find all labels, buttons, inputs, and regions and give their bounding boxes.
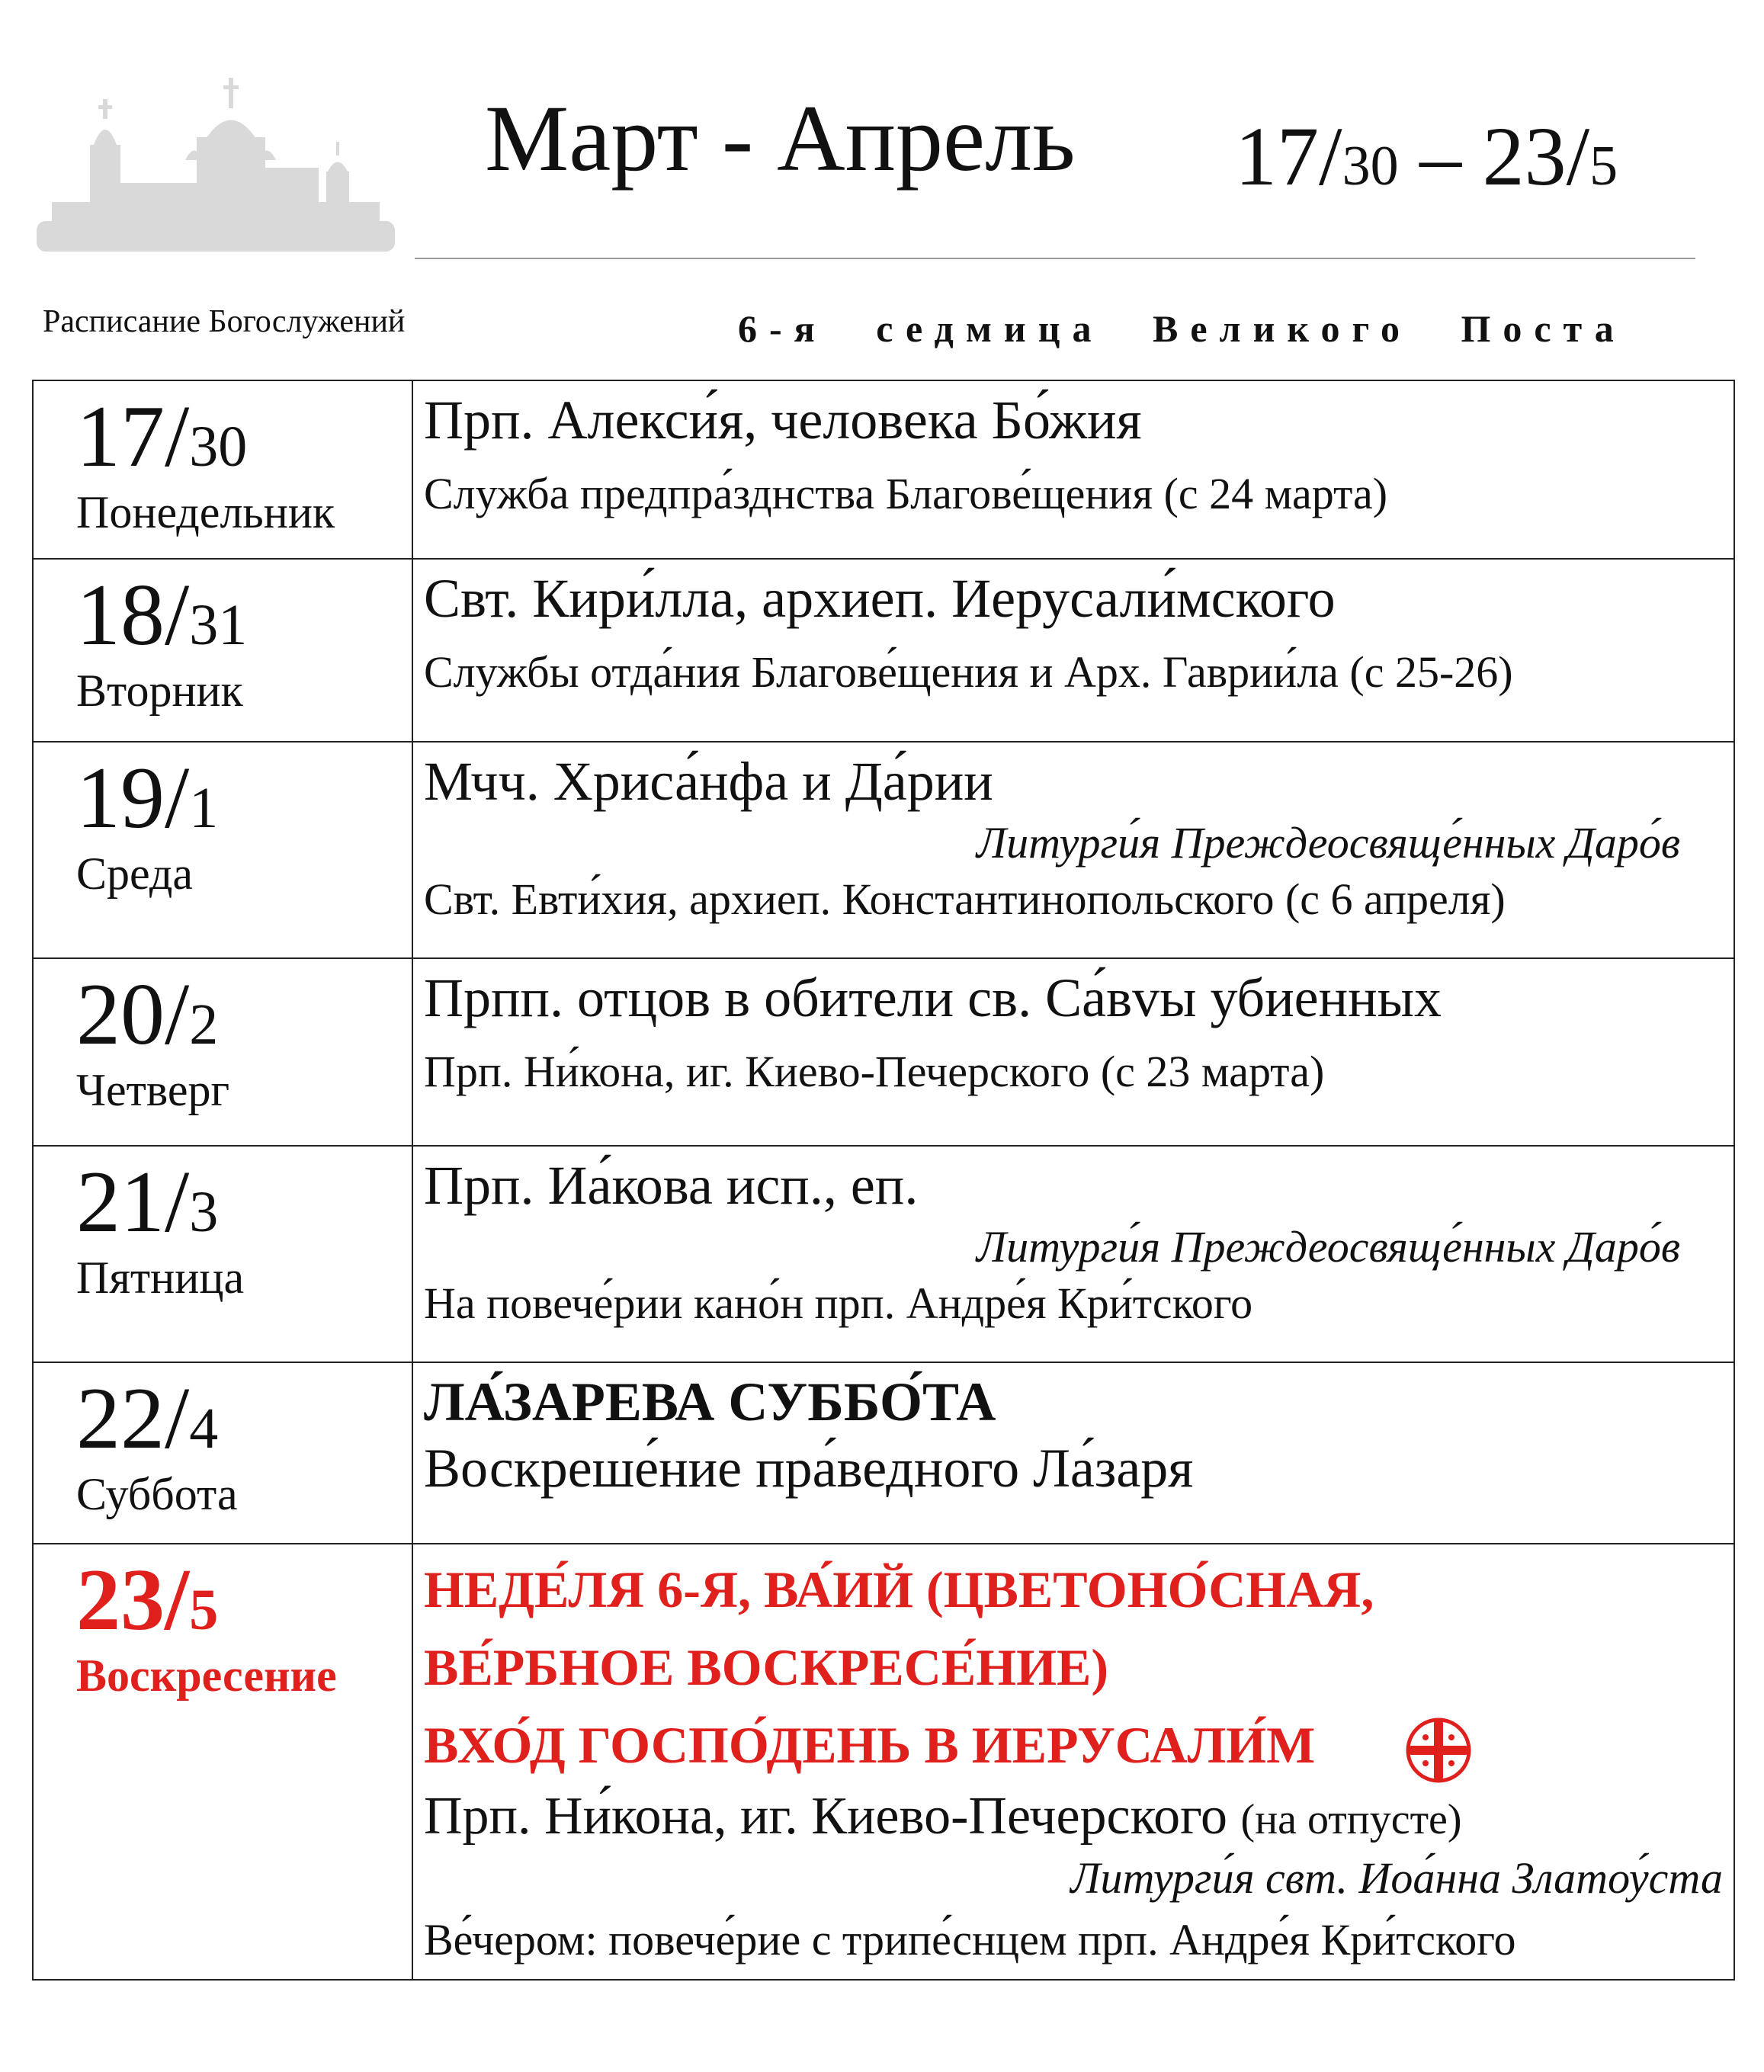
table-row xyxy=(34,1543,1734,1979)
saint-title: Прп. Ни́кона, иг. Киево-Печерского (на отпусте) xyxy=(424,1787,1462,1846)
date-cell: 19/1 Среда xyxy=(34,743,413,957)
service-cell xyxy=(413,959,1734,1145)
church-silhouette-icon xyxy=(37,69,395,252)
service-note: Прп. Ни́кона, иг. Киево-Печерского (с 23 марта) xyxy=(424,1046,1325,1096)
table-row xyxy=(34,1362,1734,1543)
weekday: Среда xyxy=(76,848,194,900)
feast-title-line: ВЕ́РБНОЕ ВОСКРЕСЕ́НИЕ) xyxy=(424,1638,1108,1696)
service-cell xyxy=(413,381,1734,558)
liturgy-note: Литурги́я Преждеосвяще́нных Даро́в xyxy=(976,1221,1680,1272)
liturgy-note: Литурги́я свт. Иоа́нна Златоу́ста xyxy=(1070,1853,1723,1904)
date-cell: 17/30 Понедельник xyxy=(34,381,413,558)
service-cell xyxy=(413,743,1734,957)
service-note: Службы отда́ния Благове́щения и Арх. Гаврии́ла (с 25-26) xyxy=(424,646,1513,697)
table-row xyxy=(34,957,1734,1145)
schedule-table xyxy=(32,380,1735,1981)
week-label: 6-я седмица Великого Поста xyxy=(738,307,1626,350)
service-note: На повече́рии кано́н прп. Андре́я Кри́тского xyxy=(424,1278,1253,1329)
date-cell: 20/2 Четверг xyxy=(34,959,413,1145)
weekday: Вторник xyxy=(76,666,243,717)
service-cell xyxy=(413,560,1734,741)
saint-title: Прп. Алекси́я, человека Бо́жия xyxy=(424,390,1142,451)
evening-note: Ве́чером: повече́рие с трипе́снцем прп. Андре́я Кри́тского xyxy=(424,1915,1516,1965)
subtitle: Расписание Богослужений xyxy=(43,304,406,339)
service-cell xyxy=(413,1544,1734,1979)
saint-title: Мчч. Хриса́нфа и Да́рии xyxy=(424,751,993,812)
service-note: Воскреше́ние пра́ведного Ла́заря xyxy=(424,1437,1194,1499)
table-row xyxy=(34,381,1734,558)
service-cell xyxy=(413,1147,1734,1362)
weekday: Понедельник xyxy=(76,487,335,538)
saint-title: Прп. Иа́кова исп., еп. xyxy=(424,1155,919,1216)
weekday: Суббота xyxy=(76,1469,238,1520)
weekday: Четверг xyxy=(76,1065,230,1116)
weekday: Воскресение xyxy=(76,1650,337,1702)
date-cell: 23/5 Воскресение xyxy=(34,1544,413,1979)
service-note: Служба предпра́зднства Благове́щения (с 24 марта) xyxy=(424,468,1388,518)
page-title: Март - Апрель xyxy=(485,86,1076,191)
header-divider xyxy=(415,258,1695,259)
date-cell: 21/3 Пятница xyxy=(34,1147,413,1362)
table-row xyxy=(34,741,1734,957)
service-cell xyxy=(413,1363,1734,1543)
saint-title: Свт. Кири́лла, архиеп. Иерусали́мского xyxy=(424,568,1336,629)
weekday: Пятница xyxy=(76,1253,245,1304)
date-range: 17/30 – 23/5 xyxy=(1235,110,1618,203)
feast-title-line: ВХО́Д ГОСПО́ДЕНЬ В ИЕРУСАЛИ́М xyxy=(424,1706,1723,1785)
date-cell: 22/4 Суббота xyxy=(34,1363,413,1543)
service-note: Свт. Евти́хия, архиеп. Константинопольского (с 6 апреля) xyxy=(424,874,1506,925)
feast-title: ЛА́ЗАРЕВА СУББО́ТА xyxy=(424,1371,996,1432)
date-cell: 18/31 Вторник xyxy=(34,560,413,741)
feast-title-line: НЕДЕ́ЛЯ 6-Я, ВА́ИЙ (ЦВЕТОНО́СНАЯ, xyxy=(424,1560,1374,1618)
table-row xyxy=(34,1145,1734,1362)
red-cross-icon xyxy=(1404,1716,1473,1785)
liturgy-note: Литурги́я Преждеосвяще́нных Даро́в xyxy=(976,817,1680,868)
table-row xyxy=(34,558,1734,741)
saint-title: Прпп. отцов в обители св. Са́вvы убиенных xyxy=(424,967,1442,1028)
